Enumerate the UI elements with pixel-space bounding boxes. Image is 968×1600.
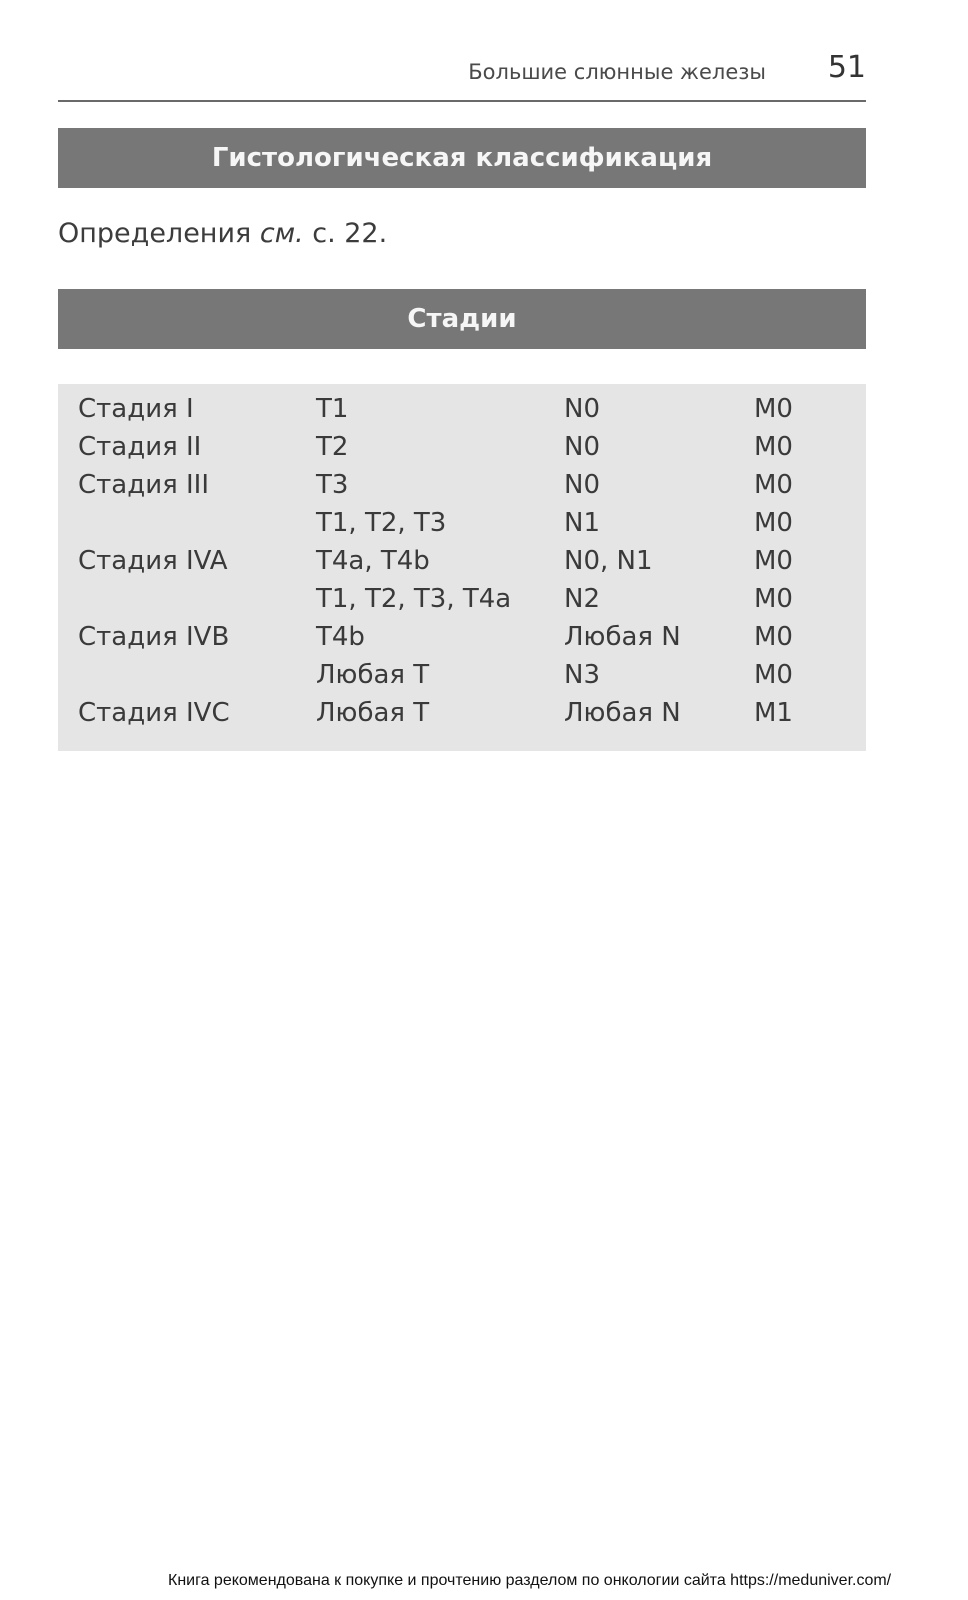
definitions-paragraph: [58, 218, 387, 249]
n-cell: Любая N: [564, 622, 681, 652]
n-cell: Любая N: [564, 698, 681, 728]
stage-cell: Стадия III: [78, 470, 210, 500]
definitions-ref-italic: см.: [259, 218, 304, 249]
table-row: [58, 466, 866, 504]
t-cell: T4b: [316, 622, 365, 652]
stage-cell: Стадия IVA: [78, 546, 228, 576]
t-cell: T1, T2, T3: [316, 508, 447, 538]
table-row: [58, 618, 866, 656]
stage-cell: Стадия I: [78, 394, 194, 424]
t-cell: Любая T: [316, 660, 430, 690]
stage-cell: Стадия II: [78, 432, 202, 462]
stage-cell: Стадия IVC: [78, 698, 230, 728]
m-cell: M0: [754, 394, 793, 424]
n-cell: N0: [564, 394, 600, 424]
m-cell: M0: [754, 622, 793, 652]
table-row: [58, 580, 866, 618]
m-cell: M0: [754, 508, 793, 538]
stage-table: [58, 384, 866, 751]
t-cell: T3: [316, 470, 349, 500]
footer-note: Книга рекомендована к покупке и прочтению разделом по онкологии сайта https://meduniver.com/: [168, 1572, 892, 1589]
definitions-text: Определения: [58, 218, 252, 249]
t-cell: T2: [316, 432, 349, 462]
histology-section-title: Гистологическая классификация: [58, 128, 866, 188]
page-number: 51: [827, 50, 866, 85]
n-cell: N3: [564, 660, 600, 690]
table-row: [58, 390, 866, 428]
m-cell: M0: [754, 660, 793, 690]
m-cell: M1: [754, 698, 793, 728]
t-cell: T4a, T4b: [316, 546, 430, 576]
running-head: [58, 46, 866, 102]
m-cell: M0: [754, 470, 793, 500]
n-cell: N1: [564, 508, 600, 538]
m-cell: M0: [754, 584, 793, 614]
m-cell: M0: [754, 546, 793, 576]
running-title: Большие слюнные железы: [468, 60, 766, 84]
t-cell: Любая T: [316, 698, 430, 728]
m-cell: M0: [754, 432, 793, 462]
table-row: [58, 542, 866, 580]
stage-cell: Стадия IVB: [78, 622, 230, 652]
definitions-ref-page: с. 22.: [312, 218, 388, 249]
table-row: [58, 428, 866, 466]
t-cell: T1, T2, T3, T4a: [316, 584, 512, 614]
n-cell: N0: [564, 432, 600, 462]
stages-section-title: Стадии: [58, 289, 866, 349]
table-row: [58, 656, 866, 694]
n-cell: N0, N1: [564, 546, 653, 576]
table-row: [58, 694, 866, 732]
t-cell: T1: [316, 394, 349, 424]
n-cell: N2: [564, 584, 600, 614]
n-cell: N0: [564, 470, 600, 500]
table-row: [58, 504, 866, 542]
